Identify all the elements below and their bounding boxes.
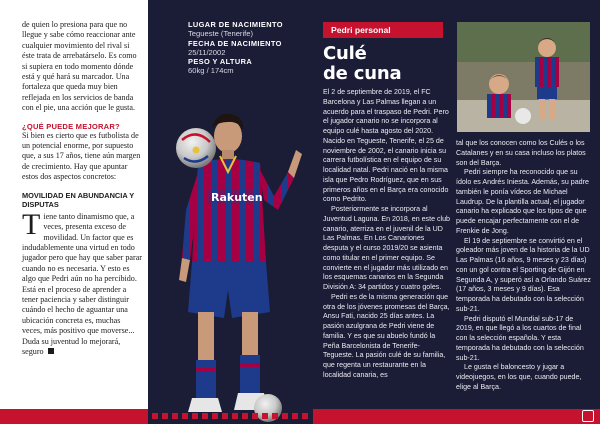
dashed-divider [152,411,312,421]
left-text-column [0,0,148,424]
title-line-1: Culé [323,43,367,64]
birthplace-label: LUGAR DE NACIMIENTO [188,20,283,29]
article-column-2 [456,139,592,393]
title-line-2: de cuna [323,63,402,84]
birthdate-value: 25/11/2002 [188,47,226,57]
player-photo-area [148,0,313,424]
paragraph: El 19 de septiembre se convirtió en el goleador más joven de la historia de la UD Las Palmas (16 años, 9 meses y 23 días) con un gol contra el Sporting de Gijón en Segunda A, y superó así a Orlando Suárez (17 años, 3 meses y 9 días). Esa temporada ha debutado con la selección sub-21. [456,236,591,313]
article-title [323,44,401,84]
paragraph: de quien lo presiona para que no llegue y sabe cómo reaccionar ante cualquier movimiento del rival si éste trata de arrebatárselo. Es como si supiera en todo momento dónde está y qué hará su marcador. Una fortaleza que queda muy bien reflejada en los servicios de banda con el pie, una acción que le gusta. [22,20,137,113]
paragraph: El 2 de septiembre de 2019, el FC Barcelona y Las Palmas llegan a un acuerdo para el traspaso de Pedri. Pero el jugador canario no se incorpora al equipo culé hasta agosto del 2020. Nacido en Tegueste, Tenerife, el 25 de noviembre de 2002, el canario inicia su carrera futbolística en el equipo de su localidad natal. Pedri nació en la misma isla que Pedro Rodríguez, que en sus primeros años en el Barça era conocido como Pedrito. [323,88,449,204]
footer-band-left [0,409,148,424]
sub-heading: MOVILIDAD EN ABUNDANCIA Y DISPUTAS [22,190,135,210]
player-photo [148,0,313,424]
paragraph: Si bien es cierto que es futbolista de un potencial enorme, por supuesto que, a sus 17 años, tiene aún margen de crecimiento. Hay que apuntar estos dos aspectos concretos: [22,130,141,182]
section-tag: Pedri personal [323,22,443,38]
paragraph: Posteriormente se incorpora al Juventud Laguna. En 2018, en este club canario, aterriza en el juvenil de la UD Las Palmas. En Los Canariones desputa y el curso 2019/20 se asienta como titular en el primer equipo. Se convierte en el jugador más utilizado en los esquemas canarios en la Segunda División A: 34 partidos y cuatro goles. [323,205,450,291]
birthplace-value: Tegueste (Tenerife) [188,29,254,38]
paragraph: Le gusta el baloncesto y jugar a videojuegos, en los que, cuando puede, elige al Barça. [456,363,582,391]
childhood-photo-image [457,22,590,132]
paragraph: iene tanto dinamismo que, a veces, presenta exceso de movilidad. Un factor que es indudablemente una virtud en todo jugador pero que hay que saber parar cuando no es necesaria. Y esto es algo que Pedri aún no ha percibido. Está en el proceso de aprender a tener paciencia y saber distinguir cuándo el hecho de aguantar una ubicación concreta es, muchas veces, más positivo que moverse... Duda su juventud lo mejorará, seguro [22,211,143,356]
paragraph: tal que los conocen como los Culés o los Catalanes y en su casa incluso los platos son del Barça. [456,139,586,167]
paragraph: Pedri siempre ha reconocido que su ídolo es Andrés Iniesta. Además, su padre también le ponía vídeos de Michael Laudrup. De la plantilla actual, el jugador canario ha explicado que los tipos de que puede encajar perfectamente con el de Frenkie de Jong. [456,168,589,235]
paragraph: Pedri disputó el Mundial sub-17 de 2019, en que llegó a los cuartos de final con la selección española. Y esta temporada ha debutado con la selección sub-21. [456,314,584,362]
right-article-page [313,0,600,424]
weight-height-label: PESO Y ALTURA [188,57,253,66]
paragraph: Pedri es de la misma generación que otra de los jóvenes promesas del Barça, Ansu Fati, nacido 25 días antes. La pasión azulgrana de Pedri viene de familia. Y es que su abuelo fundó la Peña Barcelonista de Tenerife-Tegueste. La pasión culé de su familia, que regenta un restaurante en la localidad canaria, es [323,292,450,379]
end-mark-icon [48,348,54,354]
birthdate-label: FECHA DE NACIMIENTO [188,38,282,48]
magazine-logo-icon [582,410,594,422]
drop-cap: T [22,207,41,241]
jersey-sponsor: Rakuten [211,191,263,204]
weight-height-value: 60kg / 174cm [188,66,234,75]
article-column-1 [323,88,450,381]
footer-band-right [313,409,600,424]
section-heading: ¿QUÉ PUEDE MEJORAR? [22,121,120,131]
childhood-photo [457,22,590,132]
